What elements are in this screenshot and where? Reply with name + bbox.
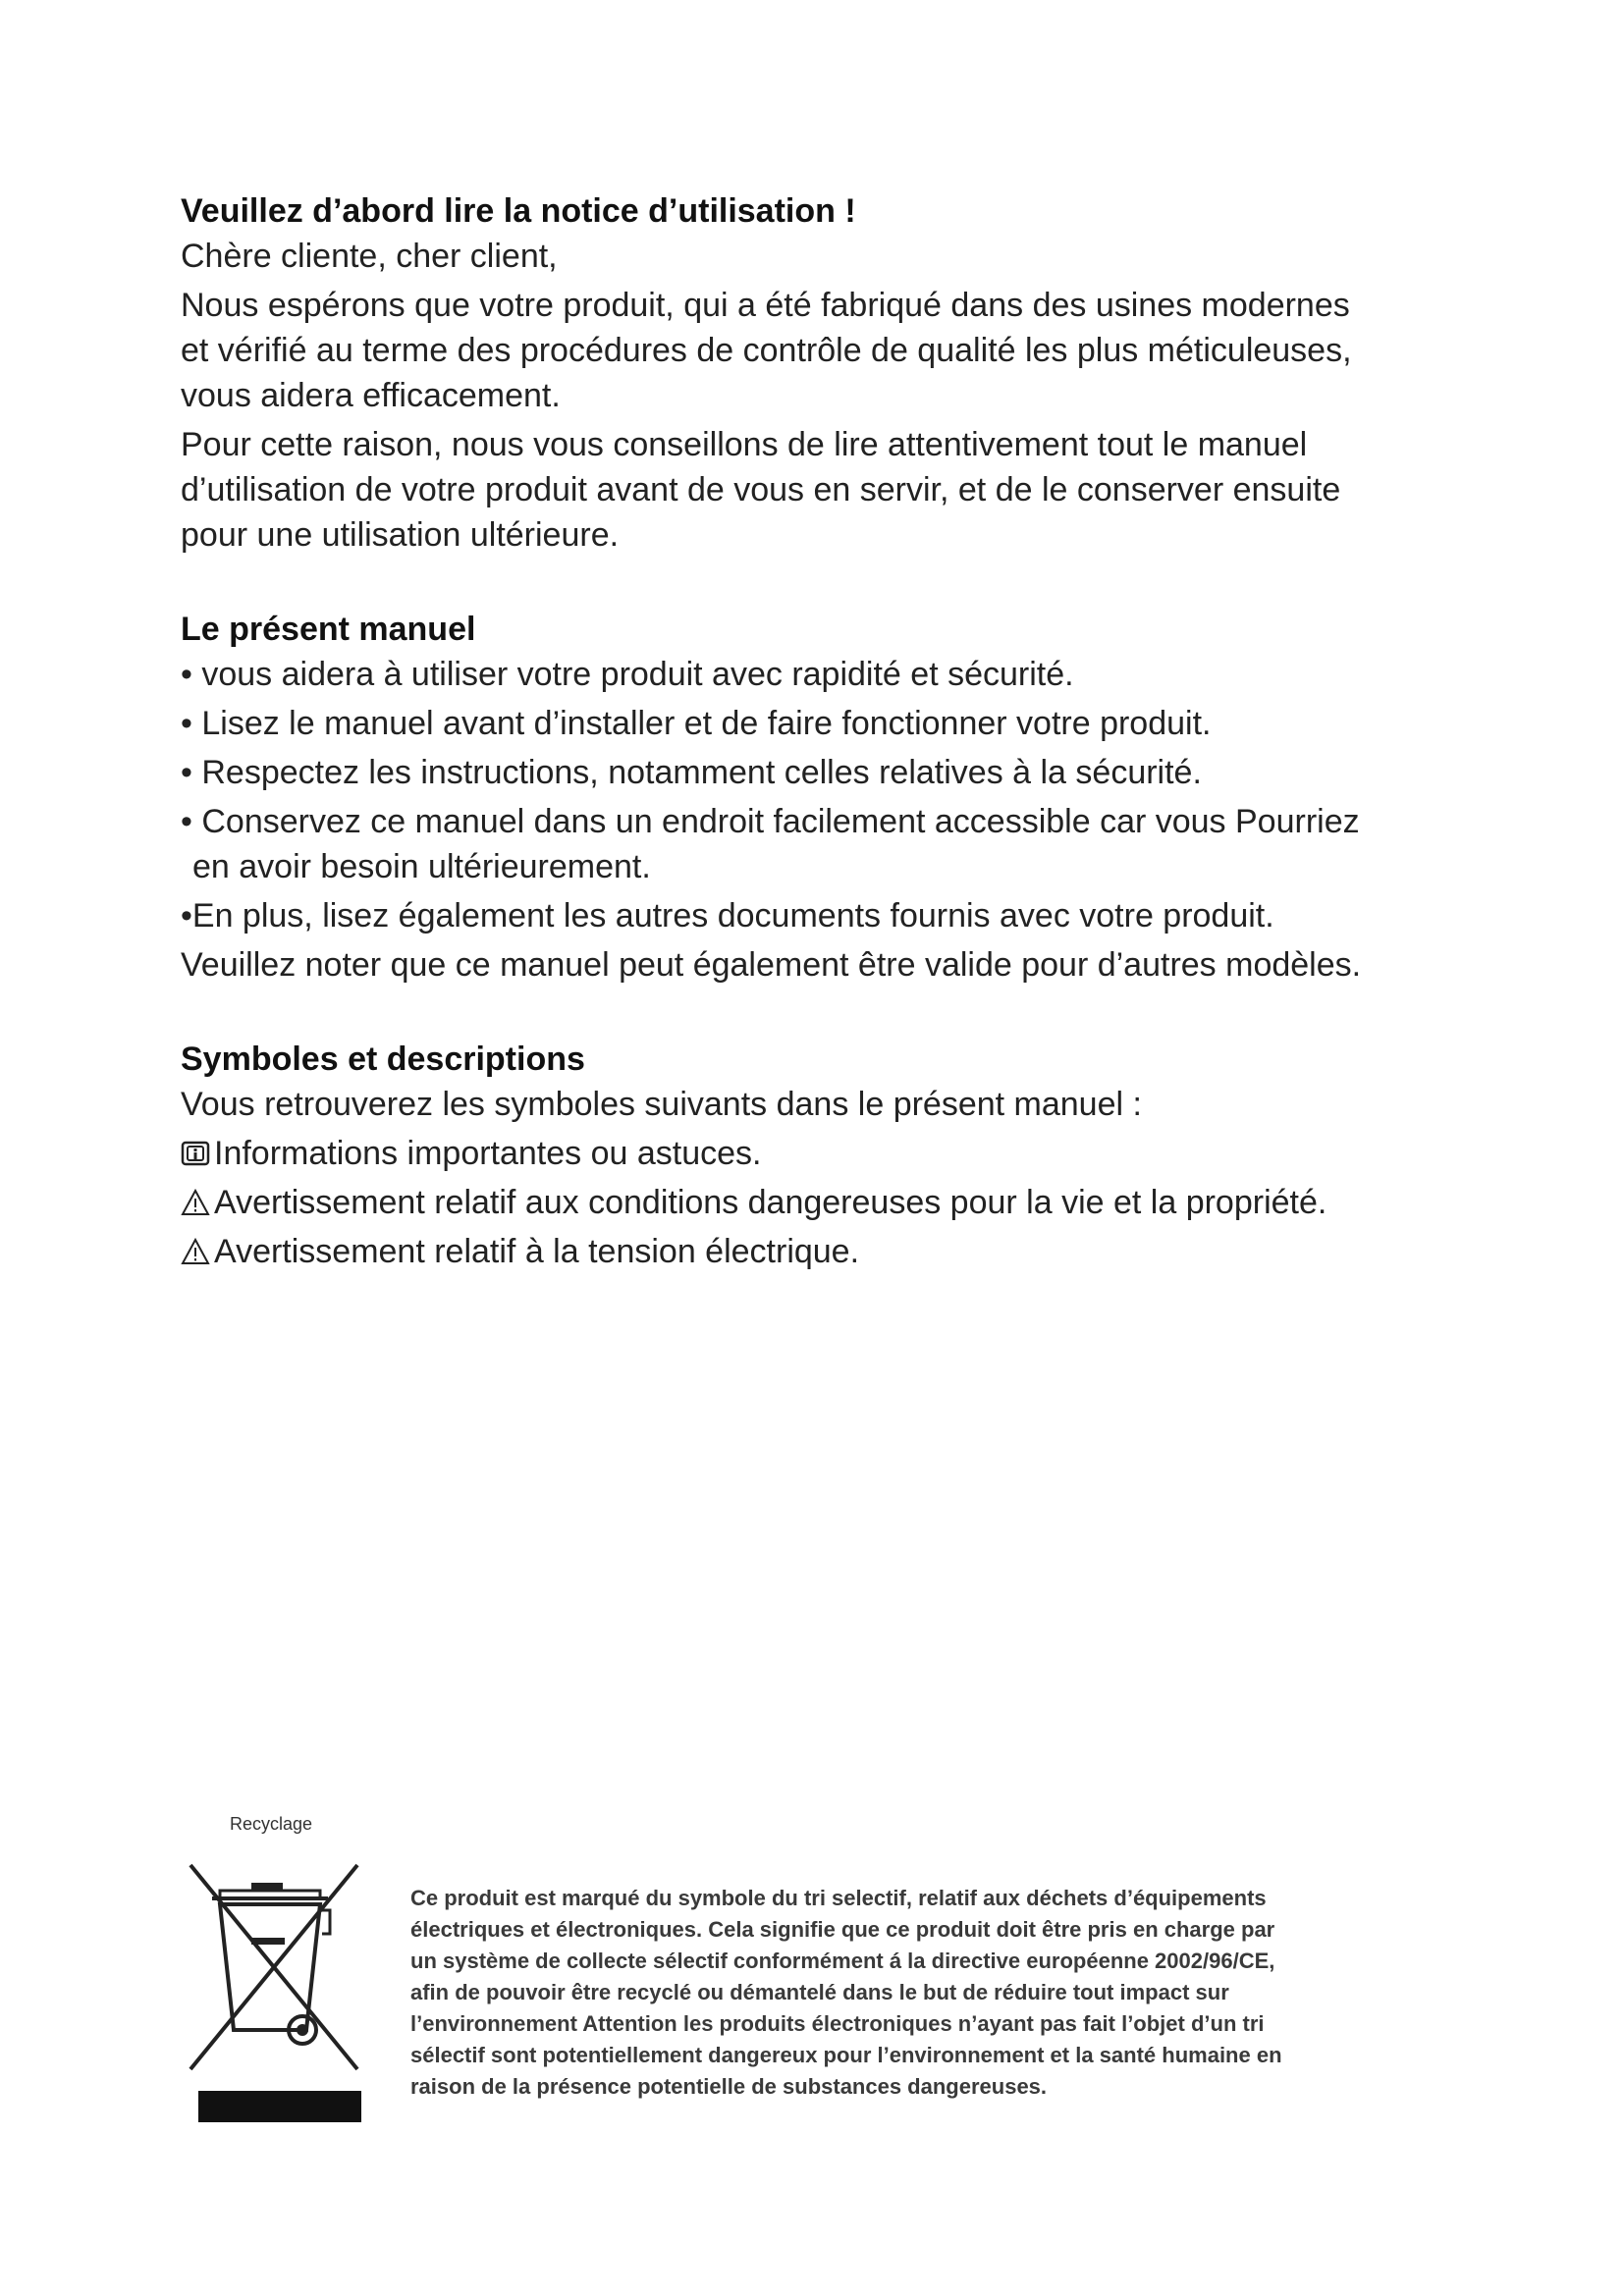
recycling-description — [410, 1883, 1392, 2103]
symbols-heading: Symboles et descriptions — [181, 1041, 585, 1078]
manual-section — [181, 607, 1457, 988]
bullet-item: • vous aidera à utiliser votre produit avec rapidité et sécurité. — [181, 656, 1074, 693]
symbol-item-info — [181, 1131, 1457, 1176]
salutation: Chère cliente, cher client, — [181, 238, 558, 275]
paragraph-line: Pour cette raison, nous vous conseillons de lire attentivement tout le manuel — [181, 426, 1308, 463]
warning-triangle-icon — [181, 1188, 210, 1217]
symbol-item-danger — [181, 1180, 1457, 1225]
symbol-text: Avertissement relatif aux conditions dangereuses pour la vie et la propriété. — [214, 1184, 1327, 1221]
symbols-intro: Vous retrouverez les symboles suivants dans le présent manuel : — [181, 1086, 1142, 1123]
symbol-item-voltage — [181, 1229, 1457, 1274]
manual-heading: Le présent manuel — [181, 611, 476, 648]
recycling-line: l’environnement Attention les produits électroniques n’ayant pas fait l’objet d’un tri — [410, 2011, 1265, 2036]
manual-note: Veuillez noter que ce manuel peut également être valide pour d’autres modèles. — [181, 946, 1362, 984]
intro-paragraph-2 — [181, 422, 1457, 558]
bullet-item: • Respectez les instructions, notamment celles relatives à la sécurité. — [181, 754, 1202, 791]
paragraph-line: Nous espérons que votre produit, qui a été fabriqué dans des usines modernes — [181, 287, 1350, 324]
recycling-line: un système de collecte sélectif conformément á la directive européenne 2002/96/CE, — [410, 1949, 1275, 1973]
symbols-section — [181, 1037, 1457, 1274]
paragraph-line: pour une utilisation ultérieure. — [181, 516, 620, 554]
recycling-line: sélectif sont potentiellement dangereux pour l’environnement et la santé humaine en — [410, 2043, 1282, 2067]
intro-heading: Veuillez d’abord lire la notice d’utilisation ! — [181, 192, 856, 230]
recycling-label: Recyclage — [230, 1814, 313, 1834]
recycling-line: afin de pouvoir être recyclé ou démantelé dans le but de réduire tout impact sur — [410, 1980, 1229, 2004]
main-content — [181, 188, 1457, 1278]
bullet-item: •En plus, lisez également les autres documents fournis avec votre produit. — [181, 897, 1274, 934]
symbol-text: Informations importantes ou astuces. — [214, 1135, 762, 1172]
paragraph-line: et vérifié au terme des procédures de contrôle de qualité les plus méticuleuses, — [181, 332, 1352, 369]
recycling-symbol — [181, 1814, 377, 2128]
recycling-line: Ce produit est marqué du symbole du tri selectif, relatif aux déchets d’équipements — [410, 1886, 1267, 1910]
warning-triangle-icon — [181, 1237, 210, 1266]
bullet-item-continuation: en avoir besoin ultérieurement. — [192, 848, 651, 885]
paragraph-line: d’utilisation de votre produit avant de vous en servir, et de le conserver ensuite — [181, 471, 1341, 508]
info-icon — [181, 1139, 210, 1168]
bullet-item: • Conservez ce manuel dans un endroit facilement accessible car vous Pourriez — [181, 803, 1360, 840]
recycling-line: électriques et électroniques. Cela signifie que ce produit doit être pris en charge par — [410, 1917, 1275, 1942]
crossed-out-wheelie-bin-icon — [181, 1843, 367, 2128]
symbol-text: Avertissement relatif à la tension électrique. — [214, 1233, 860, 1270]
intro-paragraph-1 — [181, 283, 1457, 418]
paragraph-line: vous aidera efficacement. — [181, 377, 561, 414]
bullet-item: • Lisez le manuel avant d’installer et de faire fonctionner votre produit. — [181, 705, 1212, 742]
recycling-line: raison de la présence potentielle de substances dangereuses. — [410, 2074, 1048, 2099]
